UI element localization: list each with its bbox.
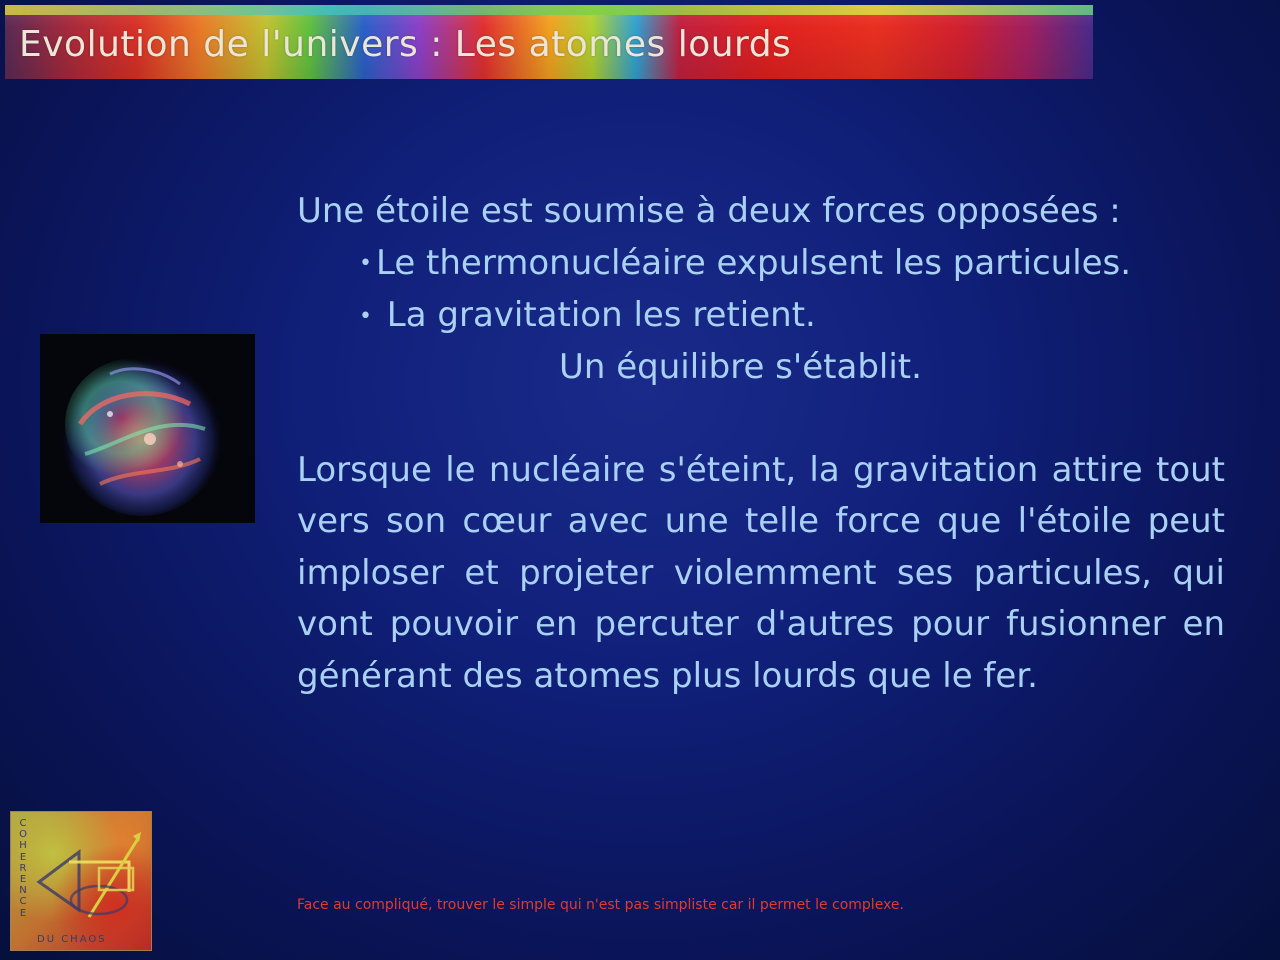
logo-letter: N: [19, 885, 27, 897]
slide-title: Evolution de l'univers : Les atomes lourds: [19, 24, 792, 65]
coherence-du-chaos-logo: [10, 811, 152, 951]
logo-letter: O: [19, 829, 27, 841]
bullet-text: La gravitation les retient.: [375, 294, 816, 335]
bullet-item-gravitation: [297, 290, 1225, 342]
bullet-icon: •: [359, 251, 372, 277]
logo-letter: C: [19, 818, 27, 829]
slide-body: [297, 186, 1225, 702]
equilibrium-line: Un équilibre s'établit.: [559, 347, 922, 387]
intro-line: Une étoile est soumise à deux forces opposées :: [297, 191, 1121, 231]
logo-letter: E: [19, 907, 27, 919]
logo-letter: R: [19, 862, 27, 874]
logo-bottom-text: DU CHAOS: [37, 934, 107, 945]
spacer: [297, 394, 1225, 445]
bullet-text: Le thermonucléaire expulsent les particules.: [375, 242, 1132, 283]
footer-quote: Face au compliqué, trouver le simple qui n'est pas simpliste car il permet le complexe.: [297, 897, 904, 913]
logo-letter: E: [19, 874, 27, 886]
supernova-remnant-image: [40, 334, 255, 523]
bullet-icon: •: [359, 303, 372, 329]
logo-letter: E: [19, 851, 27, 863]
body-paragraph: Lorsque le nucléaire s'éteint, la gravitation attire tout vers son cœur avec une telle force que l'étoile peut imploser et projeter violemment ses particules, qui vont pouvoir en percuter d'autres pour fusionner en générant des atomes plus lourds que le fer.: [297, 449, 1225, 696]
logo-vertical-text: [17, 818, 29, 919]
logo-letter: C: [19, 896, 27, 908]
title-banner: [5, 5, 1093, 79]
logo-letter: H: [19, 840, 27, 852]
bullet-item-thermonuclear: [297, 238, 1225, 290]
